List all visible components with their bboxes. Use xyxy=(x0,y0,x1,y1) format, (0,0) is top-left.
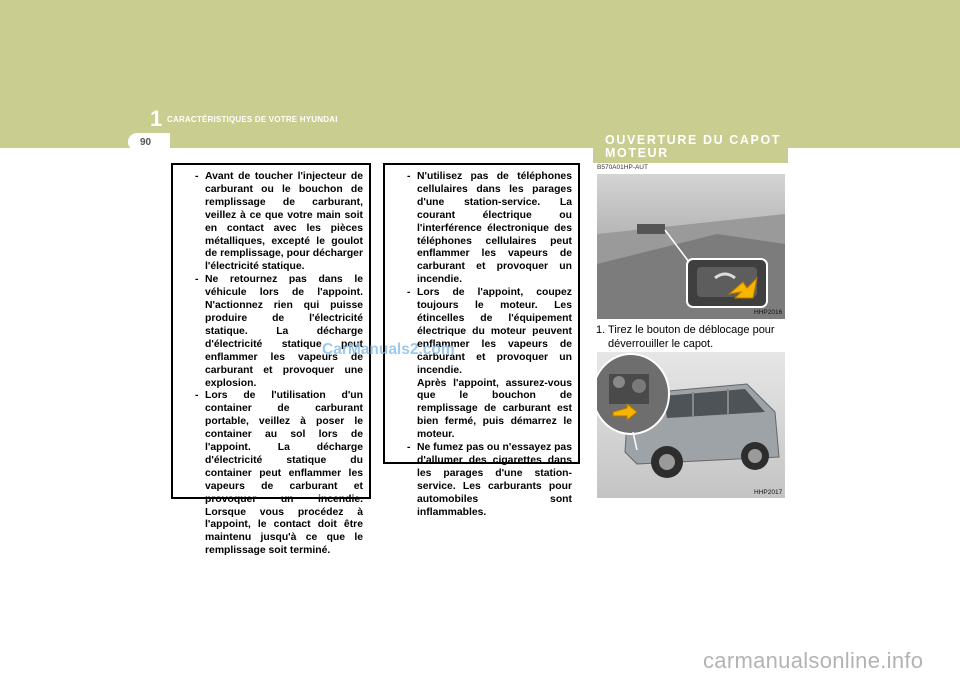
warning-item: - Lors de l'utilisation d'un container de carburant portable, veillez à poser le container au sol lors de l'appoint. La décharge d'électricité statique du container peut enflammer les vapeurs de carburant et provoquer un incendie. Lorsque vous procédez à l'appoint, le contact doit être maintenu jusqu'à ce que le remplissage soit terminé. xyxy=(195,390,363,557)
warning-box-middle xyxy=(383,163,580,518)
section-title-line2: MOTEUR xyxy=(605,146,669,160)
warning-box-left xyxy=(171,163,371,557)
figure2-code: HHP2017 xyxy=(754,489,783,496)
section-title-line1: OUVERTURE DU CAPOT xyxy=(605,133,782,147)
step-text-line2: déverrouiller le capot. xyxy=(608,337,714,350)
watermark: CarManuals2.com xyxy=(322,341,455,358)
page-number: 90 xyxy=(140,137,152,148)
figure1-code: HHP2016 xyxy=(754,309,783,316)
step-text-line1: Tirez le bouton de déblocage pour xyxy=(608,324,775,336)
section-code: B570A01HP-AUT xyxy=(597,164,648,171)
header-banner xyxy=(0,0,960,148)
vehicle-photo xyxy=(597,352,785,498)
chapter-title: CARACTÉRISTIQUES DE VOTRE HYUNDAI xyxy=(167,115,338,124)
vehicle-illustration xyxy=(597,352,785,498)
hood-release-illustration xyxy=(597,174,785,319)
step-1 xyxy=(596,324,786,351)
hood-release-photo xyxy=(597,174,785,319)
warning-item: - N'utilisez pas de téléphones cellulaires dans les parages d'une station-service. La courant électrique ou l'interférence électronique des téléphones cellulaires peut enflammer les vapeurs de carburant et provoquer un incendie. xyxy=(407,171,572,286)
section-title xyxy=(605,134,785,160)
step-number: 1. xyxy=(596,324,606,336)
warning-item: - Avant de toucher l'injecteur de carburant ou le bouchon de remplissage de carburant, veillez à ce que votre main soit en contact avec les pièces métalliques, excepté le goulot de remplissage, pour décharger l'électricité statique. xyxy=(195,171,363,273)
chapter-number: 1 xyxy=(150,106,163,131)
footer-watermark: carmanualsonline.info xyxy=(703,648,924,673)
warning-item: - Ne retournez pas dans le véhicule lors de l'appoint. N'actionnez rien qui puisse produire de l'électricité statique. La décharge d'électricité statique peut enflammer les vapeurs de carburant et provoquer une explosion. xyxy=(195,274,363,389)
warning-item: - Ne fumez pas ou n'essayez pas d'allumer des cigarettes dans les parages d'une station-service. Les carburants pour automobiles sont inflammables. xyxy=(407,442,572,518)
warning-item: - Lors de l'appoint, coupez toujours le moteur. Les étincelles de l'équipement électrique du moteur peuvent enflammer les vapeurs de carburant et provoquer un incendie. Après l'appoint, assurez-vous que le bouchon de remplissage de carburant est bien fermé, puis démarrez le moteur. xyxy=(407,287,572,441)
